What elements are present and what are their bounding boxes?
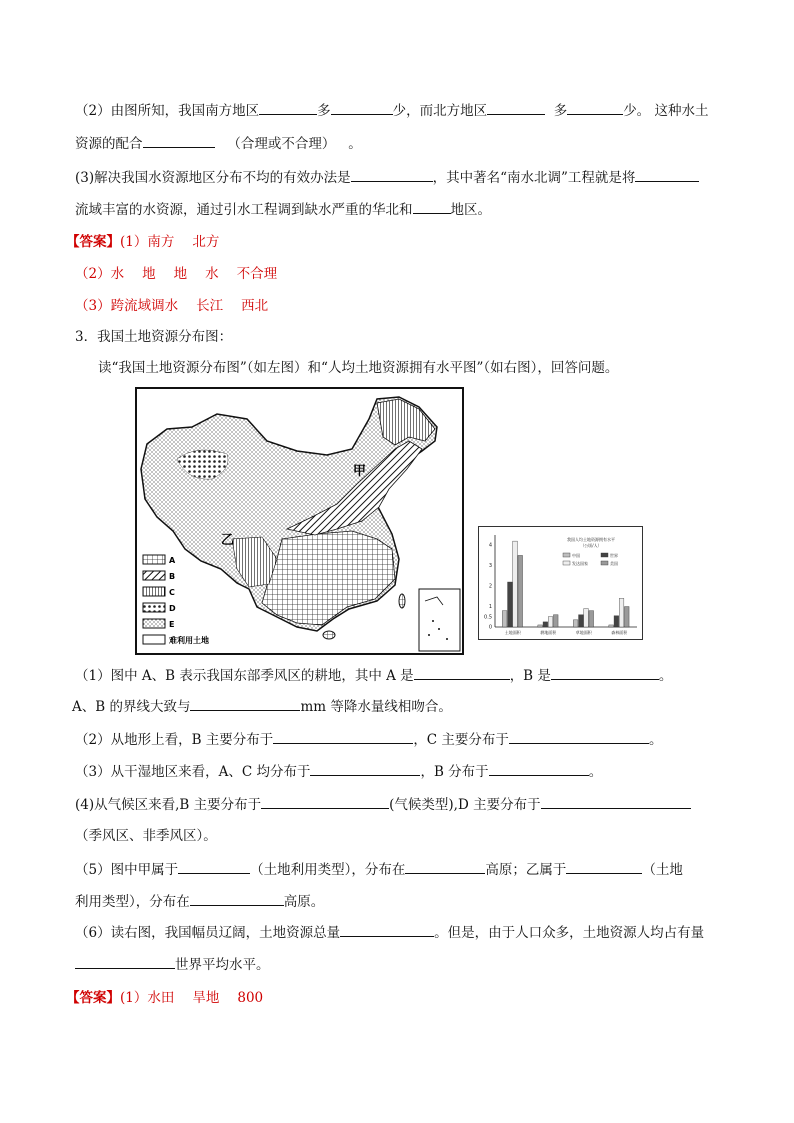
taiwan [399,594,405,608]
label-jia: 甲 [353,464,367,479]
y-tick-label: 1 [488,604,492,611]
y-tick-label: 0 [488,624,492,631]
land-resource-map [135,387,464,655]
blank[interactable] [541,794,691,809]
bar [548,617,553,627]
blank[interactable] [489,761,589,776]
bar [508,582,513,627]
chart-unit: （公顷/人） [580,543,602,548]
blank[interactable] [190,891,284,906]
south-sea-inset [419,589,460,651]
blank[interactable] [190,696,300,711]
blank[interactable] [487,100,545,115]
q-5: （5）图中甲属于 （土地利用类型），分布在 高原；乙属于 （土地 [75,859,683,880]
blank[interactable] [567,100,623,115]
blank[interactable] [261,794,389,809]
blank[interactable] [273,729,413,744]
per-capita-land-chart [478,526,643,640]
answer-line3: （3）跨流域调水 长江 西北 [75,298,269,314]
svg-text:难利用土地: 难利用土地 [169,636,209,645]
bar [589,611,594,627]
answer2-line: 【答案】(1）水田 旱地 800 [66,990,264,1006]
blank[interactable] [340,922,434,937]
x-tick-label: 耕地面积 [540,630,557,635]
blank[interactable] [143,133,215,148]
legend-label: 世界 [610,553,618,558]
bar [502,611,507,627]
q-1: （1）图中 A、B 表示我国东部季风区的耕地，其中 A 是 ，B 是 。 [75,665,672,686]
q2-line2: 资源的配合 （合理或不合理） 。 [75,133,362,154]
q2-line1: （2）由图所知，我国南方地区 多 少，而北方地区 多 少。 这种水土 [75,100,708,121]
answer-line1: 【答案】(1）南方 北方 [66,234,220,250]
x-tick-label: 土地面积 [504,630,521,635]
chart-svg [479,527,642,639]
map-svg [137,389,462,653]
blank[interactable] [551,665,659,680]
svg-text:D: D [169,604,176,613]
svg-text:C: C [169,588,175,597]
legend-label: 美国 [610,561,618,566]
q-3: （3）从干湿地区来看，A、C 均分布于 ，B 分布于 。 [75,761,602,782]
blank[interactable] [331,100,393,115]
bar [513,541,518,627]
y-tick-label: 2 [488,583,492,590]
y-tick-label: 0.5 [484,614,492,621]
q-4: (4)从气候区来看,B 主要分布于 (气候类型),D 主要分布于 [75,794,691,815]
answer-line2: （2）水 地 地 水 不合理 [75,266,278,282]
blank[interactable] [259,100,317,115]
q-2: （2）从地形上看，B 主要分布于 ，C 主要分布于 。 [75,729,662,750]
blank[interactable] [413,199,451,214]
bar [518,555,523,627]
q3-line1: (3)解决我国水资源地区分布不均的有效办法是 ，其中著名“南水北调”工程就是将 [75,167,699,188]
legend-swatch [601,561,608,565]
y-tick-label: 4 [488,542,492,549]
section-intro: 读“我国土地资源分布图”（如左图）和“人均土地资源拥有水平图”（如右图），回答问题。 [98,360,619,376]
bar [584,609,589,627]
legend-label: 发达国家 [572,561,588,566]
blank[interactable] [635,167,699,182]
bar [609,625,614,627]
chart-title: 我国人均土地资源拥有水平 [567,537,615,542]
legend-swatch [563,553,570,557]
bar [573,620,578,627]
q-4b: （季风区、非季风区）。 [75,828,217,844]
svg-text:E: E [169,620,175,629]
q-1b: A、B 的界线大致与 mm 等降水量线相吻合。 [72,696,452,717]
bar [538,625,543,627]
q-5b: 利用类型），分布在 高原。 [75,891,324,912]
blank[interactable] [405,859,485,874]
bar [579,615,584,627]
region-a [262,531,395,625]
bar [619,598,624,627]
bar [614,616,619,627]
bar [543,622,548,627]
q-6b: 世界平均水平。 [75,954,270,975]
blank[interactable] [178,859,250,874]
map-legend [143,555,209,645]
q3-line2: 流域丰富的水资源，通过引水工程调到缺水严重的华北和 地区。 [75,199,491,220]
q-6: （6）读右图，我国幅员辽阔，土地资源总量 。但是，由于人口众多，土地资源人均占有量 [75,922,704,943]
y-tick-label: 3 [488,563,492,570]
blank[interactable] [351,167,433,182]
x-tick-label: 草地面积 [575,630,592,635]
legend-swatch [563,561,570,565]
svg-text:B: B [169,572,176,581]
label-yi: 乙 [221,533,235,548]
bar [624,607,629,627]
blank[interactable] [566,859,642,874]
blank[interactable] [414,665,510,680]
x-tick-label: 森林面积 [611,630,628,635]
region-c [377,399,435,445]
blank[interactable] [509,729,649,744]
bar [553,615,558,627]
legend-label: 中国 [572,553,580,558]
hainan [323,631,335,639]
svg-text:A: A [169,556,176,565]
section-title: 3．我国土地资源分布图： [75,329,233,345]
blank[interactable] [75,954,175,969]
blank[interactable] [310,761,420,776]
legend-swatch [601,553,608,557]
